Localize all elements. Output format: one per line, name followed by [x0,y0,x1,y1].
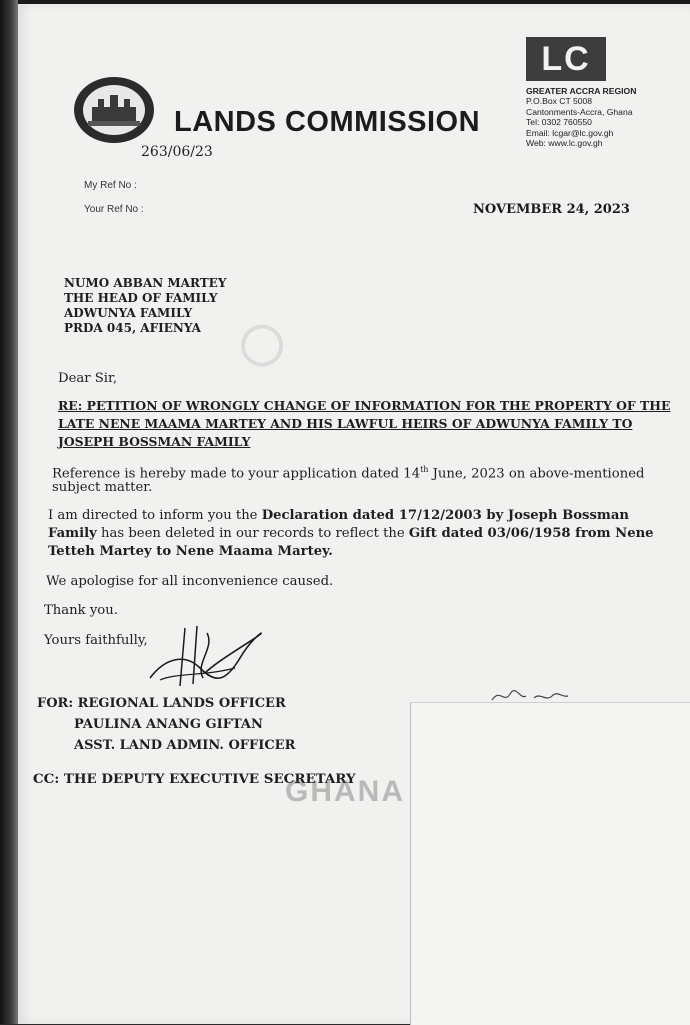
addressee-line: THE HEAD OF FAMILY [64,291,218,305]
office-address [526,86,656,148]
address-web: Web: www.lc.gov.gh [526,138,603,149]
paragraph-reference-text: Reference is hereby made to your application dated 14 [52,466,421,482]
handwritten-signature [145,618,275,697]
lc-logo: LC [526,37,606,81]
signatory-name: PAULINA ANANG GIFTAN [74,717,263,732]
directive-text: I am directed to inform you the [48,508,262,523]
declaration-reference-cont: Family [48,526,97,541]
salutation: Dear Sir, [58,371,118,386]
lands-commission-seal-icon [72,75,156,145]
subject-line [58,397,670,451]
ordinal-suffix: th [420,465,429,474]
addressee-line: PRDA 045, AFIENYA [64,321,201,335]
paragraph-directive-line2 [48,525,654,543]
declaration-reference: Declaration dated 17/12/2003 by Joseph Bossman [261,508,629,523]
paragraph-reference-line2: subject matter. [52,480,153,495]
address-region: GREATER ACCRA REGION [526,86,637,96]
addressee-block [64,276,226,336]
paragraph-reference-text-2: June, 2023 on above-mentioned [428,466,645,482]
handwritten-scribble [490,684,570,710]
apology-line: We apologise for all inconvenience caused. [46,574,334,589]
your-ref-label: Your Ref No : [84,204,144,215]
gift-reference: Gift dated 03/06/1958 from Nene [408,526,654,541]
subject-line-1: RE: PETITION OF WRONGLY CHANGE OF INFORMATION FOR THE PROPERTY OF THE [58,398,671,413]
signatory-title: ASST. LAND ADMIN. OFFICER [74,738,296,753]
my-ref-label: My Ref No : [84,180,137,191]
signatory-block [37,693,295,756]
address-city: Cantonments-Accra, Ghana [526,106,633,117]
paragraph-directive-line1 [48,507,629,525]
address-email: Email: lcgar@lc.gov.gh [526,127,614,138]
address-tel: Tel: 0302 760550 [526,117,592,128]
subject-line-2: LATE NENE MAAMA MARTEY AND HIS LAWFUL HEIRS OF ADWUNYA FAMILY TO [58,416,633,431]
overlapping-paper-sheet [410,702,690,1025]
cc-line: CC: THE DEPUTY EXECUTIVE SECRETARY [33,771,356,787]
faint-stamp-impression: ◯ [237,318,287,368]
addressee-line: NUMO ABBAN MARTEY [64,276,227,290]
directive-text-2: has been deleted in our records to reflect the [96,526,409,541]
letter-date: NOVEMBER 24, 2023 [473,202,630,217]
subject-line-3: JOSEPH BOSSMAN FAMILY [58,434,251,449]
handwritten-ref-number: 263/06/23 [141,144,213,160]
addressee-line: ADWUNYA FAMILY [64,306,193,320]
thanks-line: Thank you. [44,603,118,618]
signatory-for: FOR: REGIONAL LANDS OFFICER [37,696,286,711]
address-pobox: P.O.Box CT 5008 [526,96,593,107]
faded-stamp: GHANA [285,775,405,808]
closing-line: Yours faithfully, [44,633,148,648]
gift-reference-cont: Tetteh Martey to Nene Maama Martey. [48,544,333,559]
org-name: LANDS COMMISSION [174,106,481,138]
scan-left-edge [0,0,18,1024]
